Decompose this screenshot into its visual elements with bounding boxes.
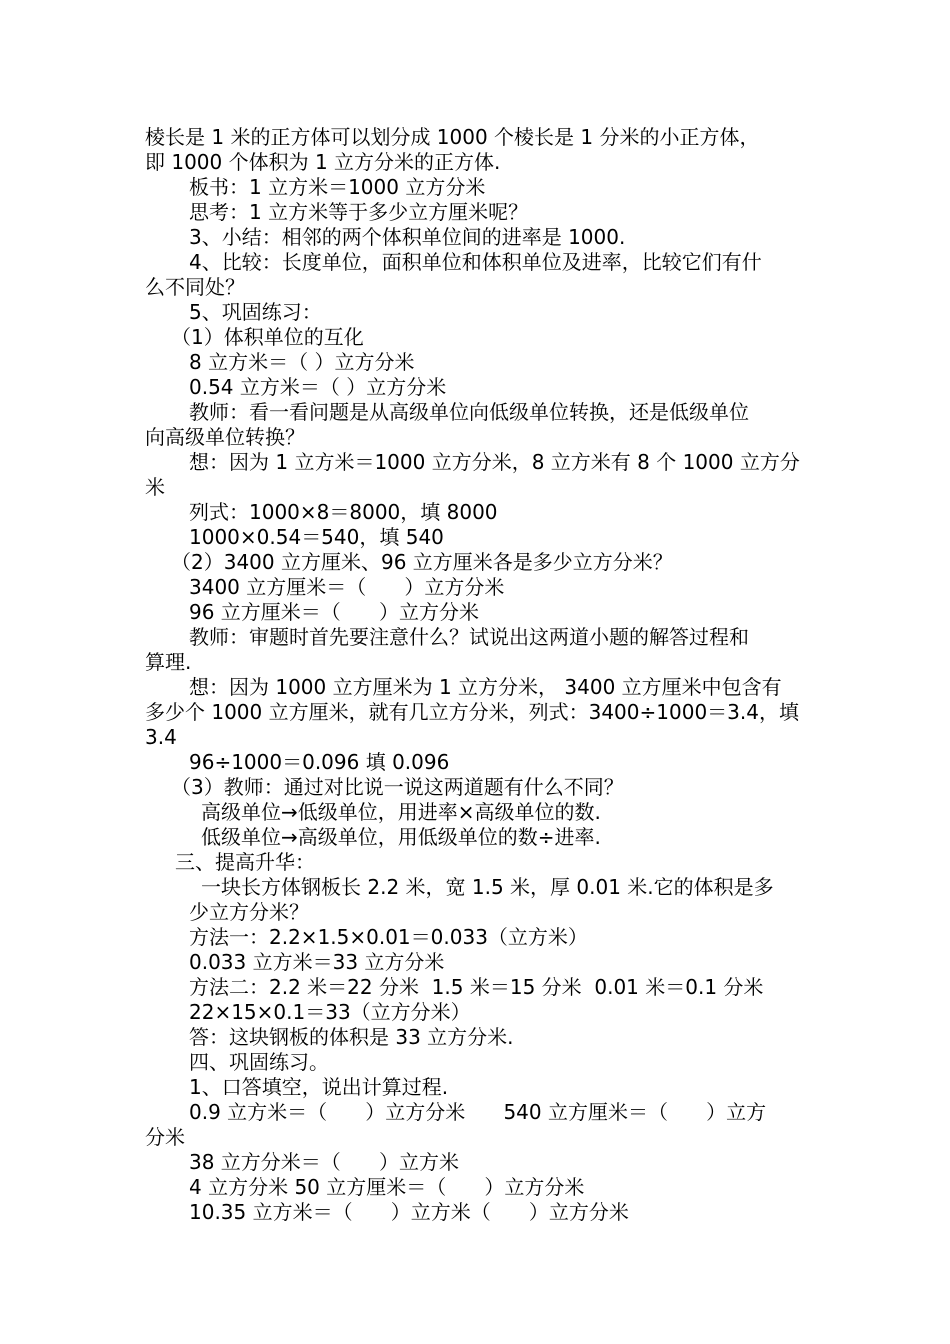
text-line <box>189 525 444 549</box>
line-text: 答：这块钢板的体积是 33 立方分米. <box>189 1025 514 1049</box>
text-line <box>189 500 498 524</box>
text-line <box>201 800 601 824</box>
text-line <box>189 1050 329 1074</box>
text-line <box>189 450 800 474</box>
line-text: 棱长是 1 米的正方体可以划分成 1000 个棱长是 1 分米的小正方体， <box>145 125 760 149</box>
line-text: 思考：1 立方米等于多少立方厘米呢？ <box>189 200 529 224</box>
text-line <box>189 975 763 999</box>
line-text: 22×15×0.1＝33（立方分米） <box>189 1000 471 1024</box>
text-line <box>189 675 782 699</box>
line-text: 向高级单位转换？ <box>145 425 305 449</box>
line-text: 0.54 立方米＝（ ）立方分米 <box>189 375 447 399</box>
line-text: 8 立方米＝（ ）立方分米 <box>189 350 415 374</box>
line-text: 96 立方厘米＝（ ）立方分米 <box>189 600 479 624</box>
line-text: 教师：看一看问题是从高级单位向低级单位转换，还是低级单位 <box>189 400 749 424</box>
line-text: 一块长方体钢板长 2.2 米，宽 1.5 米，厚 0.01 米.它的体积是多 <box>201 875 774 899</box>
text-line <box>189 1000 471 1024</box>
line-text: 低级单位→高级单位，用低级单位的数÷进率. <box>201 825 601 849</box>
line-text: 0.033 立方米＝33 立方分米 <box>189 950 445 974</box>
text-line <box>171 325 364 349</box>
line-text: 3.4 <box>145 725 177 749</box>
text-line <box>189 1175 584 1199</box>
text-line <box>189 900 309 924</box>
line-text: 想：因为 1000 立方厘米为 1 立方分米， 3400 立方厘米中包含有 <box>189 675 782 699</box>
text-line <box>145 1125 185 1149</box>
text-line <box>189 300 322 324</box>
text-line <box>189 600 479 624</box>
text-line <box>189 350 414 374</box>
line-text: 38 立方分米＝（ ）立方米 <box>189 1150 459 1174</box>
line-text: 列式：1000×8＝8000，填 8000 <box>189 500 498 524</box>
text-line <box>145 125 760 149</box>
line-text: 4 立方分米 50 立方厘米＝（ ）立方分米 <box>189 1175 585 1199</box>
text-line <box>171 550 673 574</box>
line-text: 4、比较：长度单位，面积单位和体积单位及进率，比较它们有什 <box>189 250 762 274</box>
line-text: 3400 立方厘米＝（ ）立方分米 <box>189 575 505 599</box>
line-text: 么不同处？ <box>145 275 245 299</box>
text-line <box>201 825 601 849</box>
line-text: 高级单位→低级单位，用进率×高级单位的数. <box>201 800 601 824</box>
text-line <box>189 1200 629 1224</box>
text-line <box>189 400 749 424</box>
text-line <box>145 700 799 724</box>
line-text: 三、提高升华： <box>175 850 315 874</box>
line-text: 想：因为 1 立方米＝1000 立方分米，8 立方米有 8 个 1000 立方分 <box>189 450 800 474</box>
line-text: 10.35 立方米＝（ ）立方米（ ）立方分米 <box>189 1200 629 1224</box>
line-text: 即 1000 个体积为 1 立方分米的正方体. <box>145 150 501 174</box>
text-line <box>189 250 762 274</box>
line-text: 板书：1 立方米＝1000 立方分米 <box>189 175 486 199</box>
text-line <box>189 175 485 199</box>
text-line <box>189 200 528 224</box>
text-line <box>189 925 588 949</box>
line-text: 1、口答填空，说出计算过程. <box>189 1075 449 1099</box>
line-text: 3、小结：相邻的两个体积单位间的进率是 1000. <box>189 225 626 249</box>
text-line <box>189 625 749 649</box>
line-text: 算理. <box>145 650 192 674</box>
text-line <box>201 875 774 899</box>
text-line <box>189 1075 448 1099</box>
text-line <box>189 1100 766 1124</box>
line-text: 0.9 立方米＝（ ）立方分米 540 立方厘米＝（ ）立方 <box>189 1100 767 1124</box>
line-text: 方法一：2.2×1.5×0.01＝0.033（立方米） <box>189 925 588 949</box>
text-line <box>145 425 305 449</box>
text-line <box>189 225 625 249</box>
line-text: （2）3400 立方厘米、96 立方厘米各是多少立方分米？ <box>171 550 673 574</box>
line-text: 分米 <box>145 1125 185 1149</box>
text-line <box>175 850 315 874</box>
text-line <box>145 725 177 749</box>
line-text: 1000×0.54＝540，填 540 <box>189 525 444 549</box>
line-text: 少立方分米？ <box>189 900 309 924</box>
text-line <box>145 275 245 299</box>
line-text: 5、巩固练习： <box>189 300 322 324</box>
text-line <box>189 950 444 974</box>
line-text: （3）教师：通过对比说一说这两道题有什么不同？ <box>171 775 624 799</box>
line-text: 多少个 1000 立方厘米，就有几立方分米，列式：3400÷1000＝3.4，填 <box>145 700 799 724</box>
line-text: （1）体积单位的互化 <box>171 325 364 349</box>
line-text: 教师：审题时首先要注意什么？试说出这两道小题的解答过程和 <box>189 625 749 649</box>
text-line <box>189 575 504 599</box>
text-line <box>189 1150 459 1174</box>
text-line <box>189 375 446 399</box>
text-line <box>145 475 165 499</box>
text-line <box>171 775 624 799</box>
line-text: 96÷1000＝0.096 填 0.096 <box>189 750 450 774</box>
text-line <box>145 650 191 674</box>
line-text: 方法二：2.2 米＝22 分米 1.5 米＝15 分米 0.01 米＝0.1 分米 <box>189 975 764 999</box>
line-text: 四、巩固练习。 <box>189 1050 329 1074</box>
line-text: 米 <box>145 475 165 499</box>
text-line <box>189 750 449 774</box>
text-line <box>145 150 500 174</box>
text-line <box>189 1025 514 1049</box>
